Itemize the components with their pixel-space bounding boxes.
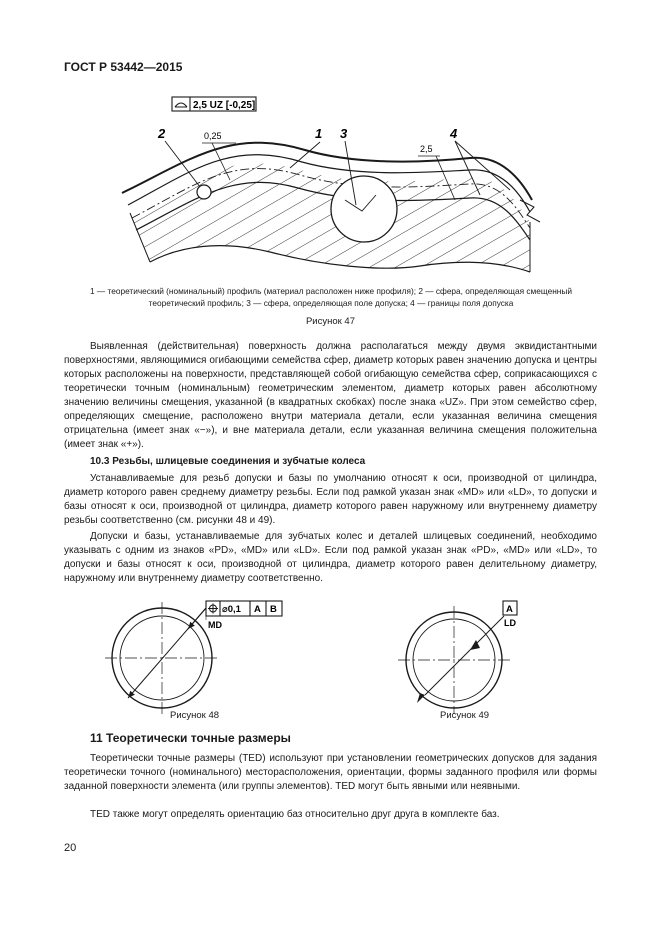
page-number: 20 xyxy=(64,842,77,854)
label-3: 3 xyxy=(340,126,348,141)
figure-48-drawing xyxy=(105,601,282,714)
paragraph-3: Допуски и базы, устанавливаемые для зубчатых колес и деталей шлицевых соединений, необходимо указывать с одним из знаков «PD», «MD» или «LD». Если под рамкой указан знак «PD», «MD» или «LD», то допуски и базы относят к оси, производной от цилиндра, диаметр которого равен делительному диаметру, наружному или внутреннему диаметру соответственно. xyxy=(64,531,597,584)
paragraph-1: Выявленная (действительная) поверхность должна располагаться между двумя эквидистантными поверхностями, являющимися огибающими семейства сфер, диаметр которых равен значению допуска и центры которых расположены на поверхности, представляющей собой огибающую семейства сфер, соприкасающихся с теоретически точным (номинальным) геометрическим элементом, диаметр которых равен абсолютному значению величины смещения, указанной (в квадратных скобках) после знака «UZ». При этом семейство сфер, определяющих смещение, расположено внутри материала детали, если указанная величина смещения отрицательна (имеет знак «−»), и вне материала детали, если указанная величина смещения положительна (имеет знак «+»). xyxy=(64,341,597,450)
dim-2-5: 2,5 xyxy=(420,144,433,154)
legend-line-2: теоретический профиль; 3 — сфера, определяющая поле допуска; 4 — границы поля допуска xyxy=(148,298,514,308)
section-11-title: 11 Теоретически точные размеры xyxy=(90,731,291,745)
fig48-datum-b: B xyxy=(270,604,277,615)
fig49-datum: A xyxy=(506,604,513,615)
dim-0-25: 0,25 xyxy=(204,131,222,141)
section-10-3-title: 10.3 Резьбы, шлицевые соединения и зубчатые колеса xyxy=(90,456,366,467)
fig48-tolerance: ⌀0,1 xyxy=(222,604,241,615)
surface-profile-icon xyxy=(175,103,187,107)
paragraph-2: Устанавливаемые для резьб допуски и базы по умолчанию относят к оси, производной от цилиндра, диаметр которого равен среднему диаметру резьбы. Если под рамкой указан знак «MD» или «LD», то допуски и базы относят к оси, производной от цилиндра, диаметр которого равен наружному или внутреннему диаметру резьбы соответственно (см. рисунки 48 и 49). xyxy=(64,473,597,526)
figure-47 xyxy=(0,0,661,280)
figure-49-caption: Рисунок 49 xyxy=(440,710,490,721)
frame-value: 2,5 UZ [-0,25] xyxy=(193,100,256,111)
paragraph-4: Теоретически точные размеры (TED) используют при установлении геометрических допусков для задания теоретически точного (номинального) месторасположения, ориентации, формы заданного профиля или формы заданной поверхности элемента (или группы элементов). TED могут быть явными или неявными. xyxy=(64,753,597,792)
fig48-datum-a: A xyxy=(254,604,261,615)
label-4: 4 xyxy=(450,126,458,141)
profile-tolerance-frame xyxy=(172,97,256,111)
figure-48-caption: Рисунок 48 xyxy=(170,710,220,721)
fig48-modifier: MD xyxy=(208,620,222,630)
legend-line-1: 1 — теоретический (номинальный) профиль (материал расположен ниже профиля); 2 — сфера, определяющая смещенный xyxy=(90,286,572,296)
position-icon xyxy=(208,604,218,614)
document-header: ГОСТ Р 53442—2015 xyxy=(64,60,183,74)
offset-sphere xyxy=(197,185,211,199)
label-2: 2 xyxy=(158,126,166,141)
fig49-modifier: LD xyxy=(504,618,516,628)
figures-48-49 xyxy=(0,590,661,720)
paragraph-5: TED также могут определять ориентацию баз относительно друг друга в комплекте баз. xyxy=(90,809,500,820)
figure-47-caption: Рисунок 47 xyxy=(305,316,356,327)
figure-47-legend xyxy=(68,285,594,309)
figure-49-drawing xyxy=(398,601,517,714)
label-1: 1 xyxy=(315,126,323,141)
